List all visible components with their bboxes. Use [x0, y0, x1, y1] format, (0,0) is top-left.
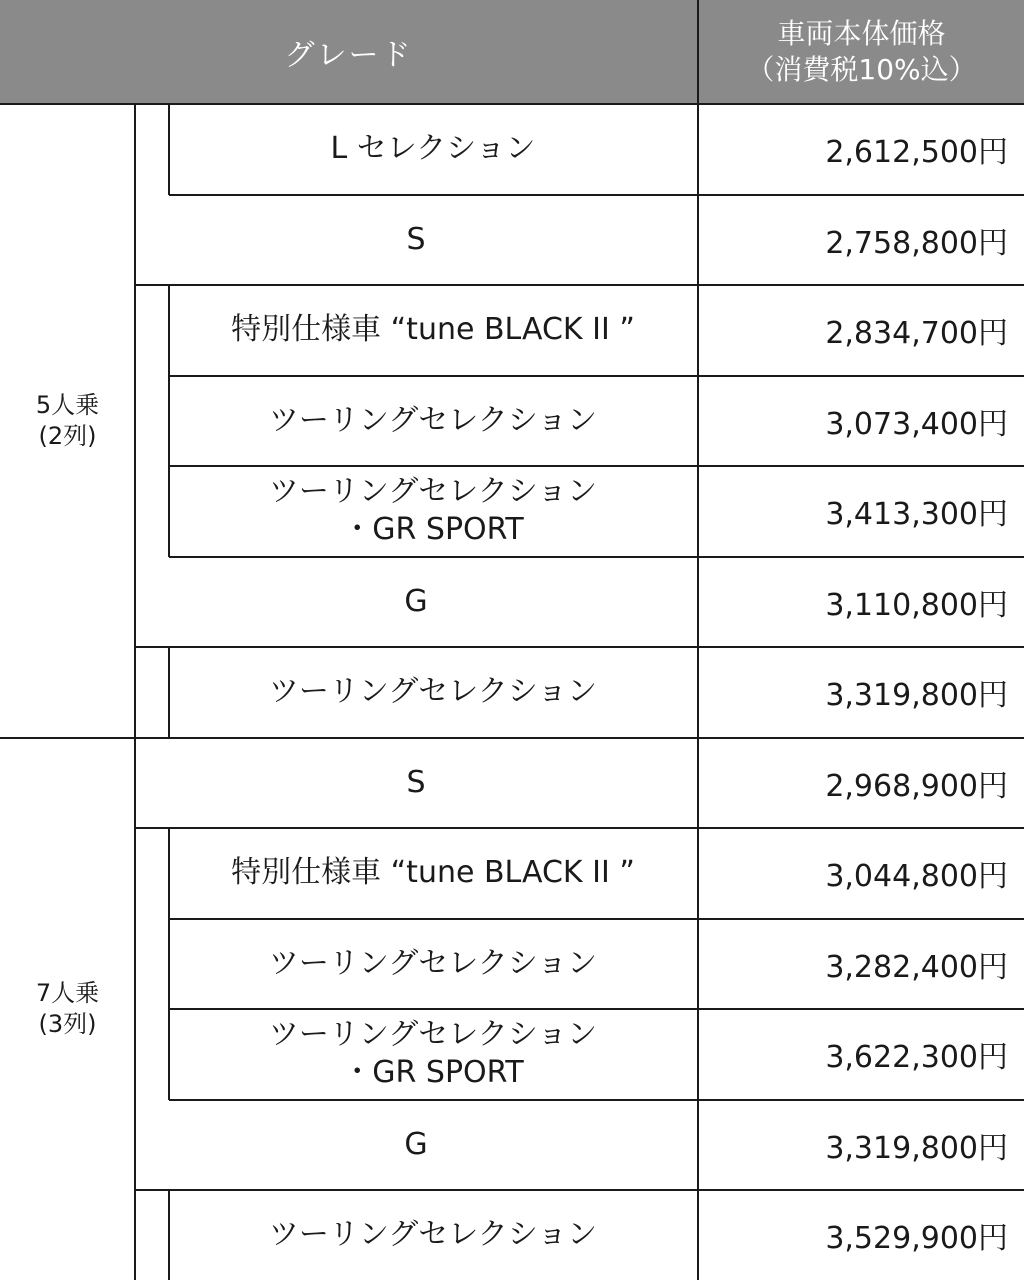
grade-name [231, 311, 635, 349]
price-value: 3,073,400円 [825, 406, 1008, 442]
grade-name [404, 583, 427, 621]
grade-name-line1: G [404, 1126, 428, 1162]
price-cell [699, 195, 1024, 286]
price-value: 2,834,700円 [825, 316, 1008, 352]
grade-header-label: グレード [284, 37, 413, 73]
price-cell [699, 557, 1024, 648]
grade-cell [135, 1100, 697, 1191]
grade-name [269, 402, 597, 440]
grade-column-header [0, 0, 697, 103]
price-column-header [699, 0, 1024, 103]
sub-row-rule [168, 1009, 170, 1100]
grade-name-line2: ・GR SPORT [342, 512, 524, 548]
grade-name [269, 945, 597, 983]
grade-name-line1: G [404, 583, 428, 619]
grade-cell [169, 828, 697, 919]
sub-row-rule [168, 1190, 170, 1280]
grade-cell [169, 376, 697, 467]
grade-name [269, 473, 597, 549]
price-cell [699, 104, 1024, 195]
grade-name-line1: ツーリングセレクション [268, 402, 598, 438]
group-column-rule [134, 104, 136, 1280]
price-column-rule [697, 0, 699, 1280]
price-value: 3,529,900円 [825, 1221, 1008, 1257]
price-cell [699, 919, 1024, 1010]
grade-name [269, 1016, 597, 1092]
price-value: 3,319,800円 [825, 1130, 1008, 1166]
price-cell [699, 828, 1024, 919]
price-cell [699, 466, 1024, 557]
grade-name-line1: 特別仕様車 “tune BLACK II ” [231, 855, 635, 891]
price-value: 3,319,800円 [825, 678, 1008, 714]
sub-row-rule [168, 285, 170, 376]
grade-cell [135, 557, 697, 648]
group-label-line2: (3列) [38, 1010, 97, 1038]
grade-name-line1: L セレクション [330, 131, 536, 167]
grade-name [404, 1126, 427, 1164]
price-cell [699, 1100, 1024, 1191]
price-value: 3,110,800円 [825, 587, 1008, 623]
grade-name-line1: ツーリングセレクション [268, 474, 598, 510]
grade-cell [169, 919, 697, 1010]
price-cell [699, 738, 1024, 829]
price-cell [699, 1009, 1024, 1100]
grade-name-line1: ツーリングセレクション [268, 1017, 598, 1053]
price-value: 2,612,500円 [825, 135, 1008, 171]
grade-name [406, 221, 425, 259]
sub-row-rule [168, 376, 170, 467]
price-cell [699, 376, 1024, 467]
grade-name-line1: ツーリングセレクション [268, 674, 598, 710]
grade-name [330, 130, 535, 168]
grade-cell [169, 1190, 697, 1281]
group-label-line1: 7人乗 [35, 979, 100, 1007]
sub-row-rule [168, 919, 170, 1010]
grade-cell [135, 195, 697, 286]
grade-name-line1: 特別仕様車 “tune BLACK II ” [231, 312, 635, 348]
sub-row-rule [168, 466, 170, 557]
price-cell [699, 1190, 1024, 1281]
price-cell [699, 647, 1024, 738]
price-header-line2: （消費税10%込） [746, 52, 977, 86]
group-label [0, 104, 135, 738]
grade-name [231, 854, 635, 892]
grade-name-line1: ツーリングセレクション [268, 945, 598, 981]
group-label-line2: (2列) [38, 421, 97, 450]
sub-row-rule [168, 647, 170, 738]
grade-name-line1: S [406, 221, 426, 257]
sub-row-rule [168, 828, 170, 919]
price-cell [699, 285, 1024, 376]
grade-name [269, 1216, 597, 1254]
grade-cell [169, 285, 697, 376]
price-header-line1: 車両本体価格 [777, 16, 946, 50]
price-value: 3,282,400円 [825, 949, 1008, 985]
price-value: 3,622,300円 [825, 1040, 1008, 1076]
header-bottom-rule [0, 103, 1024, 105]
grade-cell [169, 104, 697, 195]
grade-name-line2: ・GR SPORT [342, 1055, 524, 1091]
grade-cell [135, 738, 697, 829]
grade-name [269, 673, 597, 711]
price-value: 3,413,300円 [825, 497, 1008, 533]
grade-name [406, 764, 425, 802]
sub-row-rule [168, 104, 170, 195]
price-value: 3,044,800円 [825, 859, 1008, 895]
grade-cell [169, 466, 697, 557]
grade-cell [169, 1009, 697, 1100]
grade-name-line1: S [406, 764, 426, 800]
group-label [0, 738, 135, 1281]
grade-cell [169, 647, 697, 738]
grade-name-line1: ツーリングセレクション [268, 1217, 598, 1253]
group-label-line1: 5人乗 [35, 390, 100, 419]
price-value: 2,758,800円 [825, 225, 1008, 261]
price-value: 2,968,900円 [825, 768, 1008, 804]
